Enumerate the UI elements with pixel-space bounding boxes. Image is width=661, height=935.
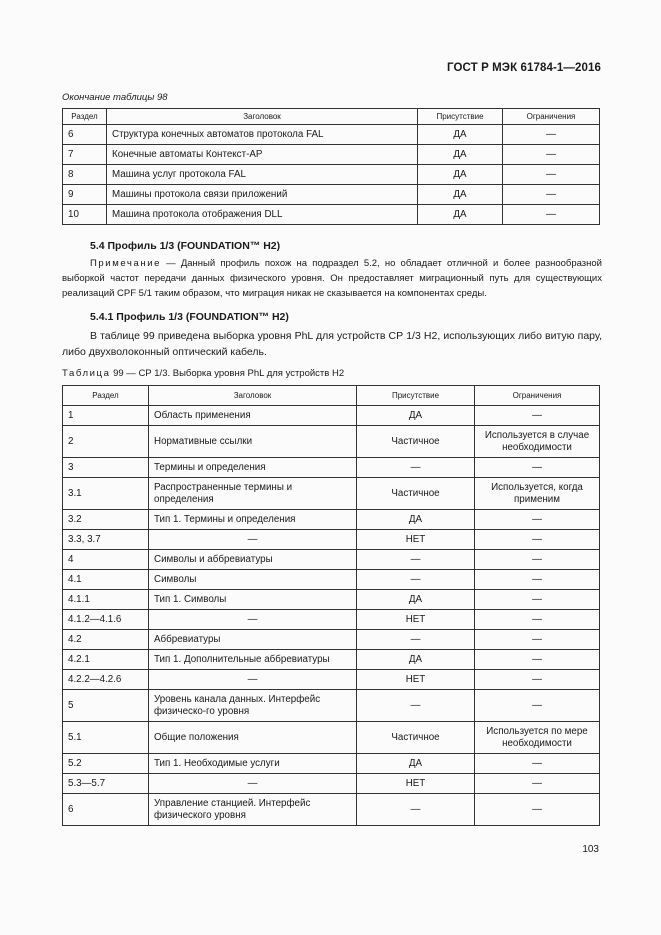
column-header: Ограничения — [475, 386, 600, 406]
title-cell: Распространенные термины и определения — [149, 478, 357, 510]
section-cell: 4.1 — [63, 570, 149, 590]
title-cell: — — [149, 774, 357, 794]
table-row — [63, 510, 600, 530]
page-number: 103 — [582, 844, 599, 855]
table-row — [63, 570, 600, 590]
section-cell: 2 — [63, 426, 149, 458]
section-heading-5-4: 5.4 Профиль 1/3 (FOUNDATION™ H2) — [90, 240, 281, 252]
presence-cell: НЕТ — [357, 670, 475, 690]
note-text: — Данный профиль похож на подраздел 5.2, но обладает отличной и более разнообразной выборкой частот передачи данных физического уровня. Он предоставляет миграционный путь для существующих реализаций CPF 5/1 таким образом, что миграция никак не сказывается на компонентах среды. — [62, 258, 602, 299]
limits-cell: — — [475, 794, 600, 826]
title-cell: — — [149, 610, 357, 630]
table-99 — [62, 385, 600, 826]
limits-cell: — — [503, 185, 600, 205]
table-row — [63, 145, 600, 165]
presence-cell: — — [357, 794, 475, 826]
section-cell: 3.3, 3.7 — [63, 530, 149, 550]
table-row — [63, 165, 600, 185]
table-row — [63, 185, 600, 205]
column-header: Заголовок — [149, 386, 357, 406]
limits-cell: — — [475, 670, 600, 690]
title-cell: Машина протокола отображения DLL — [107, 205, 418, 225]
presence-cell: Частичное — [357, 722, 475, 754]
section-cell: 9 — [63, 185, 107, 205]
title-cell: Машины протокола связи приложений — [107, 185, 418, 205]
limits-cell: — — [475, 774, 600, 794]
limits-cell: — — [503, 145, 600, 165]
limits-cell: — — [475, 530, 600, 550]
title-cell: Аббревиатуры — [149, 630, 357, 650]
presence-cell: ДА — [357, 754, 475, 774]
table-row — [63, 630, 600, 650]
section-cell: 4.1.1 — [63, 590, 149, 610]
section-cell: 6 — [63, 794, 149, 826]
limits-cell: — — [503, 125, 600, 145]
presence-cell: ДА — [418, 205, 503, 225]
presence-cell: — — [357, 690, 475, 722]
presence-cell: — — [357, 630, 475, 650]
section-cell: 7 — [63, 145, 107, 165]
limits-cell: — — [475, 590, 600, 610]
presence-cell: ДА — [357, 510, 475, 530]
title-cell: Символы и аббревиатуры — [149, 550, 357, 570]
presence-cell: ДА — [357, 406, 475, 426]
presence-cell: ДА — [418, 185, 503, 205]
limits-cell: — — [475, 458, 600, 478]
table-row — [63, 125, 600, 145]
table-row — [63, 205, 600, 225]
section-cell: 3 — [63, 458, 149, 478]
limits-cell: — — [503, 205, 600, 225]
table-row — [63, 426, 600, 458]
presence-cell: НЕТ — [357, 530, 475, 550]
title-cell: Тип 1. Термины и определения — [149, 510, 357, 530]
presence-cell: — — [357, 458, 475, 478]
presence-cell: ДА — [418, 125, 503, 145]
limits-cell: — — [475, 650, 600, 670]
table-row — [63, 458, 600, 478]
section-cell: 3.2 — [63, 510, 149, 530]
presence-cell: — — [357, 570, 475, 590]
section-cell: 5 — [63, 690, 149, 722]
title-cell: Термины и определения — [149, 458, 357, 478]
table-row — [63, 754, 600, 774]
section-cell: 3.1 — [63, 478, 149, 510]
table-row — [63, 590, 600, 610]
column-header: Ограничения — [503, 109, 600, 125]
table-row — [63, 690, 600, 722]
section-cell: 4 — [63, 550, 149, 570]
title-cell: Управление станцией. Интерфейс физического уровня — [149, 794, 357, 826]
section-cell: 4.2.1 — [63, 650, 149, 670]
title-cell: Машина услуг протокола FAL — [107, 165, 418, 185]
caption-label: Таблица — [62, 368, 111, 379]
section-cell: 8 — [63, 165, 107, 185]
section-cell: 6 — [63, 125, 107, 145]
section-cell: 4.1.2—4.1.6 — [63, 610, 149, 630]
table-row — [63, 550, 600, 570]
title-cell: Символы — [149, 570, 357, 590]
limits-cell: — — [475, 550, 600, 570]
limits-cell: Используется, когда применим — [475, 478, 600, 510]
title-cell: Нормативные ссылки — [149, 426, 357, 458]
section-heading-5-4-1: 5.4.1 Профиль 1/3 (FOUNDATION™ H2) — [90, 311, 289, 323]
presence-cell: — — [357, 550, 475, 570]
title-cell: Уровень канала данных. Интерфейс физическо-го уровня — [149, 690, 357, 722]
table-99-caption — [62, 368, 344, 379]
table-row — [63, 610, 600, 630]
table-row — [63, 406, 600, 426]
table-row — [63, 530, 600, 550]
note-label: Примечание — [90, 258, 161, 269]
presence-cell: НЕТ — [357, 610, 475, 630]
column-header: Раздел — [63, 109, 107, 125]
limits-cell: Используется по мере необходимости — [475, 722, 600, 754]
column-header: Присутствие — [418, 109, 503, 125]
limits-cell: — — [475, 406, 600, 426]
section-cell: 10 — [63, 205, 107, 225]
table-row — [63, 670, 600, 690]
section-cell: 4.2.2—4.2.6 — [63, 670, 149, 690]
table-header-row — [63, 386, 600, 406]
limits-cell: — — [475, 754, 600, 774]
title-cell: Тип 1. Символы — [149, 590, 357, 610]
section-cell: 5.3—5.7 — [63, 774, 149, 794]
title-cell: Область применения — [149, 406, 357, 426]
title-cell: — — [149, 670, 357, 690]
presence-cell: ДА — [418, 145, 503, 165]
limits-cell: — — [475, 570, 600, 590]
title-cell: Конечные автоматы Контекст-АР — [107, 145, 418, 165]
section-paragraph: В таблице 99 приведена выборка уровня PhL для устройств СР 1/3 H2, использующих либо витую пару, либо двухволоконный оптический кабель. — [62, 330, 602, 358]
section-note — [62, 256, 602, 301]
title-cell: — — [149, 530, 357, 550]
presence-cell: Частичное — [357, 426, 475, 458]
limits-cell: — — [503, 165, 600, 185]
section-cell: 5.1 — [63, 722, 149, 754]
title-cell: Тип 1. Дополнительные аббревиатуры — [149, 650, 357, 670]
presence-cell: Частичное — [357, 478, 475, 510]
presence-cell: ДА — [418, 165, 503, 185]
table-row — [63, 774, 600, 794]
table-row — [63, 722, 600, 754]
title-cell: Тип 1. Необходимые услуги — [149, 754, 357, 774]
column-header: Раздел — [63, 386, 149, 406]
limits-cell: — — [475, 510, 600, 530]
title-cell: Структура конечных автоматов протокола FAL — [107, 125, 418, 145]
table-98-end — [62, 108, 600, 225]
caption-text: 99 — СР 1/3. Выборка уровня PhL для устройств H2 — [110, 368, 345, 379]
standard-code: ГОСТ Р МЭК 61784-1—2016 — [447, 62, 601, 74]
section-cell: 5.2 — [63, 754, 149, 774]
column-header: Присутствие — [357, 386, 475, 406]
presence-cell: НЕТ — [357, 774, 475, 794]
section-cell: 4.2 — [63, 630, 149, 650]
table-continuation-caption: Окончание таблицы 98 — [62, 92, 168, 103]
limits-cell: — — [475, 690, 600, 722]
limits-cell: Используется в случае необходимости — [475, 426, 600, 458]
title-cell: Общие положения — [149, 722, 357, 754]
presence-cell: ДА — [357, 590, 475, 610]
limits-cell: — — [475, 610, 600, 630]
table-row — [63, 794, 600, 826]
section-cell: 1 — [63, 406, 149, 426]
presence-cell: ДА — [357, 650, 475, 670]
limits-cell: — — [475, 630, 600, 650]
table-header-row — [63, 109, 600, 125]
table-row — [63, 650, 600, 670]
column-header: Заголовок — [107, 109, 418, 125]
table-row — [63, 478, 600, 510]
